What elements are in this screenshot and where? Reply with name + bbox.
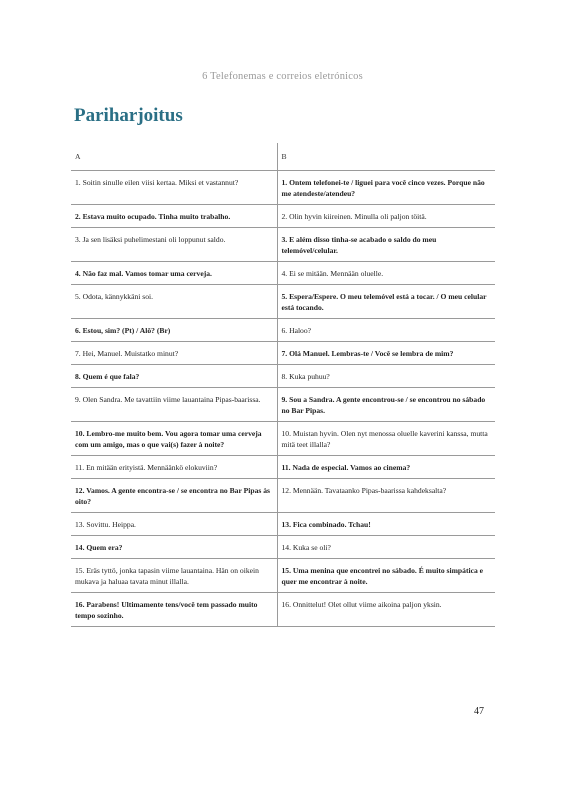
cell-b: 3. E além disso tinha-se acabado o saldo do meu telemóvel/celular.	[277, 228, 495, 262]
cell-a: 9. Olen Sandra. Me tavattiin viime lauantaina Pipas-baarissa.	[75, 395, 261, 404]
cell-b: 11. Nada de especial. Vamos ao cinema?	[277, 456, 495, 479]
cell-a: 10. Lembro-me muito bem. Vou agora tomar uma cerveja com um amigo, mas o que vai(s) fazer à noite?	[75, 429, 262, 449]
cell-b: 15. Uma menina que encontrei no sábado. É muito simpática e quer me encontrar à noite.	[277, 559, 495, 593]
cell-b: 13. Fica combinado. Tchau!	[277, 513, 495, 536]
cell-b: 4. Ei se mitään. Mennään oluelle.	[277, 262, 495, 285]
cell-a: 7. Hei, Manuel. Muistatko minut?	[75, 349, 179, 358]
cell-b: 8. Kuka puhuu?	[277, 365, 495, 388]
cell-b: 6. Haloo?	[277, 319, 495, 342]
cell-b: 9. Sou a Sandra. A gente encontrou-se / se encontrou no sábado no Bar Pipas.	[277, 388, 495, 422]
table-row	[71, 513, 495, 536]
table-row	[71, 479, 495, 513]
table-row	[71, 365, 495, 388]
page-number: 47	[474, 706, 484, 717]
table-row	[71, 205, 495, 228]
cell-a: 12. Vamos. A gente encontra-se / se encontra no Bar Pipas às oito?	[75, 486, 270, 506]
section-title: Pariharjoitus	[74, 105, 183, 126]
cell-a: 4. Não faz mal. Vamos tomar uma cerveja.	[75, 269, 212, 278]
cell-b: 10. Muistan hyvin. Olen nyt menossa oluelle kaverini kanssa, mutta mitä teet illalla?	[277, 422, 495, 456]
running-header: 6 Telefonemas e correios eletrónicos	[202, 71, 363, 82]
cell-b: 7. Olá Manuel. Lembras-te / Você se lembra de mim?	[277, 342, 495, 365]
cell-a: 6. Estou, sim? (Pt) / Alô? (Br)	[75, 326, 171, 335]
cell-a: 14. Quem era?	[75, 543, 123, 552]
table-header-row	[71, 143, 495, 171]
cell-a: 13. Sovittu. Heippa.	[75, 520, 136, 529]
cell-a: 16. Parabens! Ultimamente tens/você tem passado muito tempo sozinho.	[75, 600, 258, 620]
cell-b: 1. Ontem telefonei-te / liguei para você cinco vezes. Porque não me atendeste/atendeu?	[277, 171, 495, 205]
table-row	[71, 319, 495, 342]
column-header-b: B	[277, 143, 495, 171]
table-row	[71, 285, 495, 319]
table-row	[71, 536, 495, 559]
table-row	[71, 422, 495, 456]
cell-b: 12. Mennään. Tavataanko Pipas-baarissa kahdeksalta?	[277, 479, 495, 513]
cell-b: 2. Olin hyvin kiireinen. Minulla oli paljon töitä.	[277, 205, 495, 228]
cell-b: 14. Kuka se oli?	[277, 536, 495, 559]
table-row	[71, 342, 495, 365]
exercise-table	[71, 143, 495, 627]
cell-a: 3. Ja sen lisäksi puhelimestani oli loppunut saldo.	[75, 235, 226, 244]
cell-a: 15. Eräs tyttö, jonka tapasin viime lauantaina. Hän on oikein mukava ja haluaa tavata minut illalla.	[75, 566, 259, 586]
cell-a: 5. Odota, kännykkäni soi.	[75, 292, 154, 301]
table-row	[71, 559, 495, 593]
column-header-a: A	[75, 152, 81, 161]
cell-a: 1. Soitin sinulle eilen viisi kertaa. Miksi et vastannut?	[75, 178, 239, 187]
table-row	[71, 171, 495, 205]
table-row	[71, 456, 495, 479]
cell-a: 11. En mitään erityistä. Mennäänkö elokuviin?	[75, 463, 218, 472]
table-row	[71, 388, 495, 422]
table-row	[71, 228, 495, 262]
cell-a: 8. Quem é que fala?	[75, 372, 140, 381]
cell-b: 5. Espera/Espere. O meu telemóvel está a tocar. / O meu celular está tocando.	[277, 285, 495, 319]
cell-b: 16. Onnittelut! Olet ollut viime aikoina paljon yksin.	[277, 593, 495, 627]
table-row	[71, 262, 495, 285]
cell-a: 2. Estava muito ocupado. Tinha muito trabalho.	[75, 212, 231, 221]
table-row	[71, 593, 495, 627]
